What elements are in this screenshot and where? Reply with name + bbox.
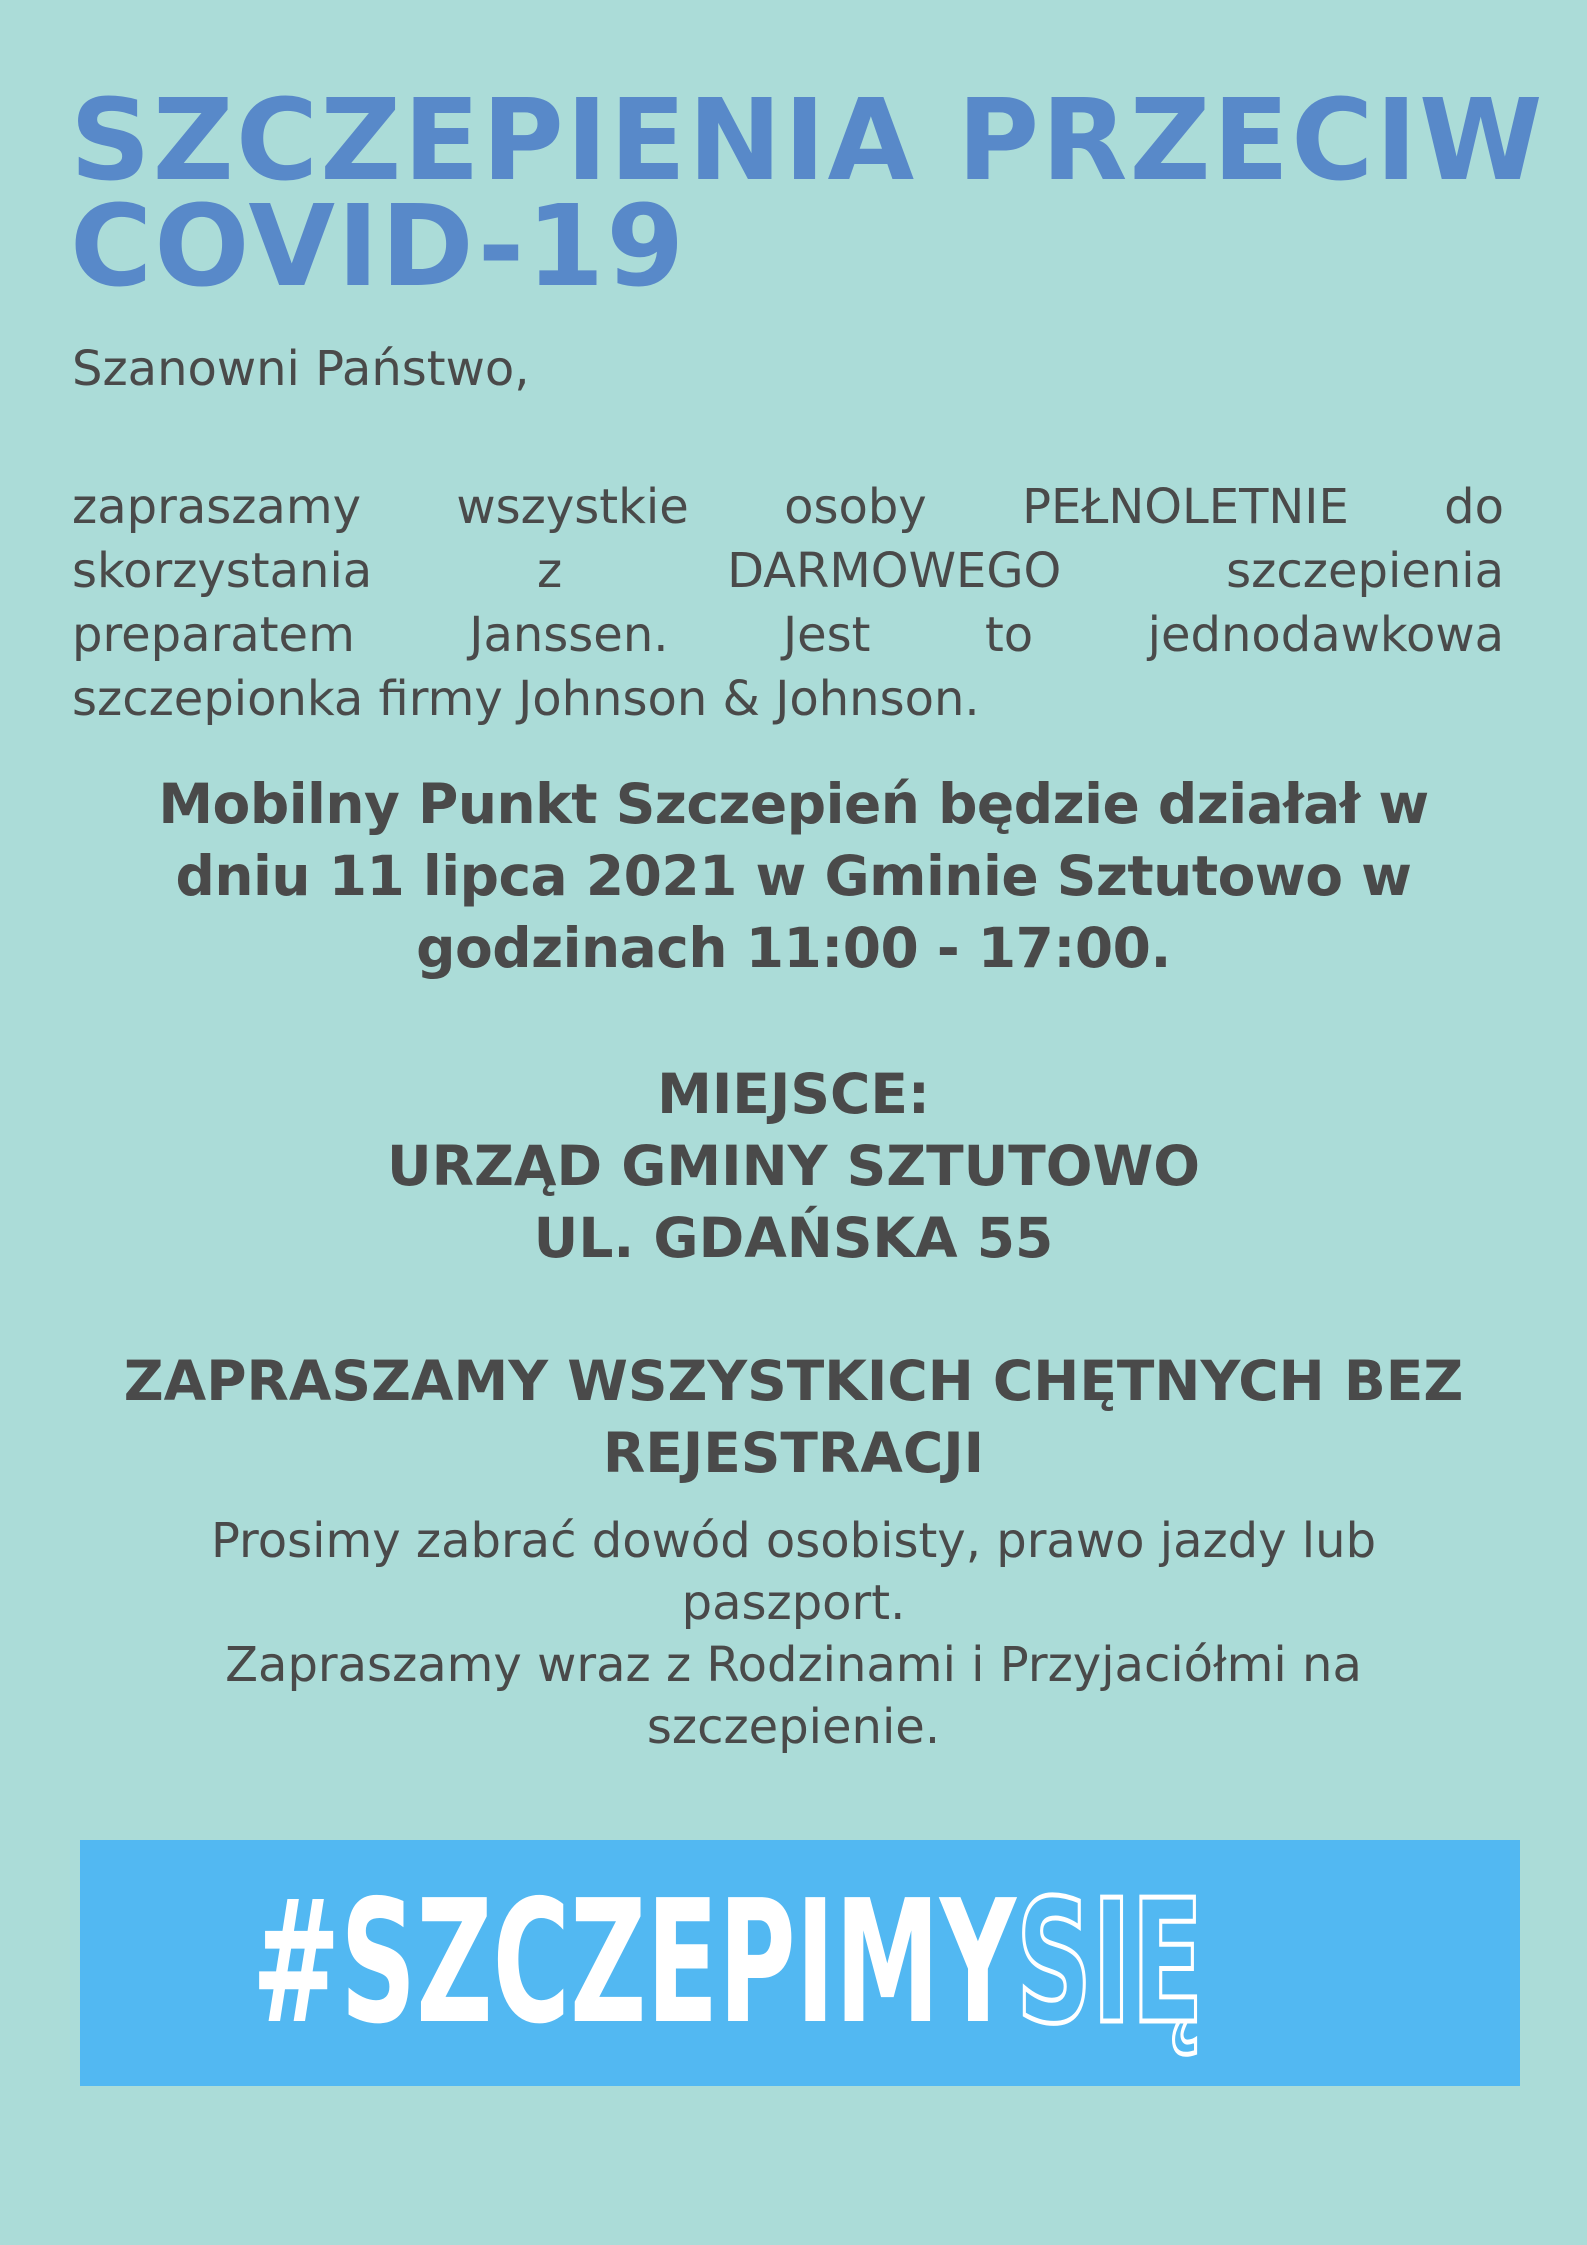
documents-line: szczepienie. xyxy=(646,1699,941,1755)
intro-line: zapraszamy wszystkie osoby PEŁNOLETNIE do xyxy=(72,479,1504,535)
intro-line: preparatem Janssen. Jest to jednodawkowa xyxy=(72,607,1504,663)
hashtag-banner xyxy=(80,1840,1520,2086)
documents-line: Prosimy zabrać dowód osobisty, prawo jazdy lub xyxy=(210,1513,1377,1569)
page-title-line-2: COVID-19 xyxy=(70,182,687,312)
location-label: MIEJSCE: xyxy=(657,1062,930,1126)
page-title-line-1: SZCZEPIENIA PRZECIW xyxy=(70,76,1545,206)
hashtag-outline: SIĘ xyxy=(1016,1864,1204,2062)
intro-paragraph xyxy=(72,475,1504,731)
documents-line: paszport. xyxy=(681,1575,906,1631)
page-title xyxy=(70,76,1545,312)
event-line: godzinach 11:00 - 17:00. xyxy=(416,916,1171,980)
intro-line: szczepionka firmy Johnson & Johnson. xyxy=(72,671,980,727)
location-address: UL. GDAŃSKA 55 xyxy=(533,1206,1054,1270)
location-name: URZĄD GMINY SZTUTOWO xyxy=(387,1134,1200,1198)
greeting: Szanowni Państwo, xyxy=(72,341,530,397)
documents-line: Zapraszamy wraz z Rodzinami i Przyjaciółmi na xyxy=(225,1637,1362,1693)
event-details xyxy=(60,768,1527,984)
invitation-heading xyxy=(60,1345,1527,1489)
invitation-line: ZAPRASZAMY WSZYSTKICH CHĘTNYCH BEZ xyxy=(123,1349,1464,1413)
event-line: Mobilny Punkt Szczepień będzie działał w xyxy=(158,772,1429,836)
intro-line: skorzystania z DARMOWEGO szczepienia xyxy=(72,543,1504,599)
hashtag-text xyxy=(252,1864,1204,2062)
documents-note xyxy=(60,1510,1527,1758)
hashtag-solid: #SZCZEPIMY xyxy=(252,1864,1017,2062)
event-line: dniu 11 lipca 2021 w Gminie Sztutowo w xyxy=(175,844,1412,908)
invitation-line: REJESTRACJI xyxy=(602,1421,985,1485)
location-block xyxy=(60,1058,1527,1274)
